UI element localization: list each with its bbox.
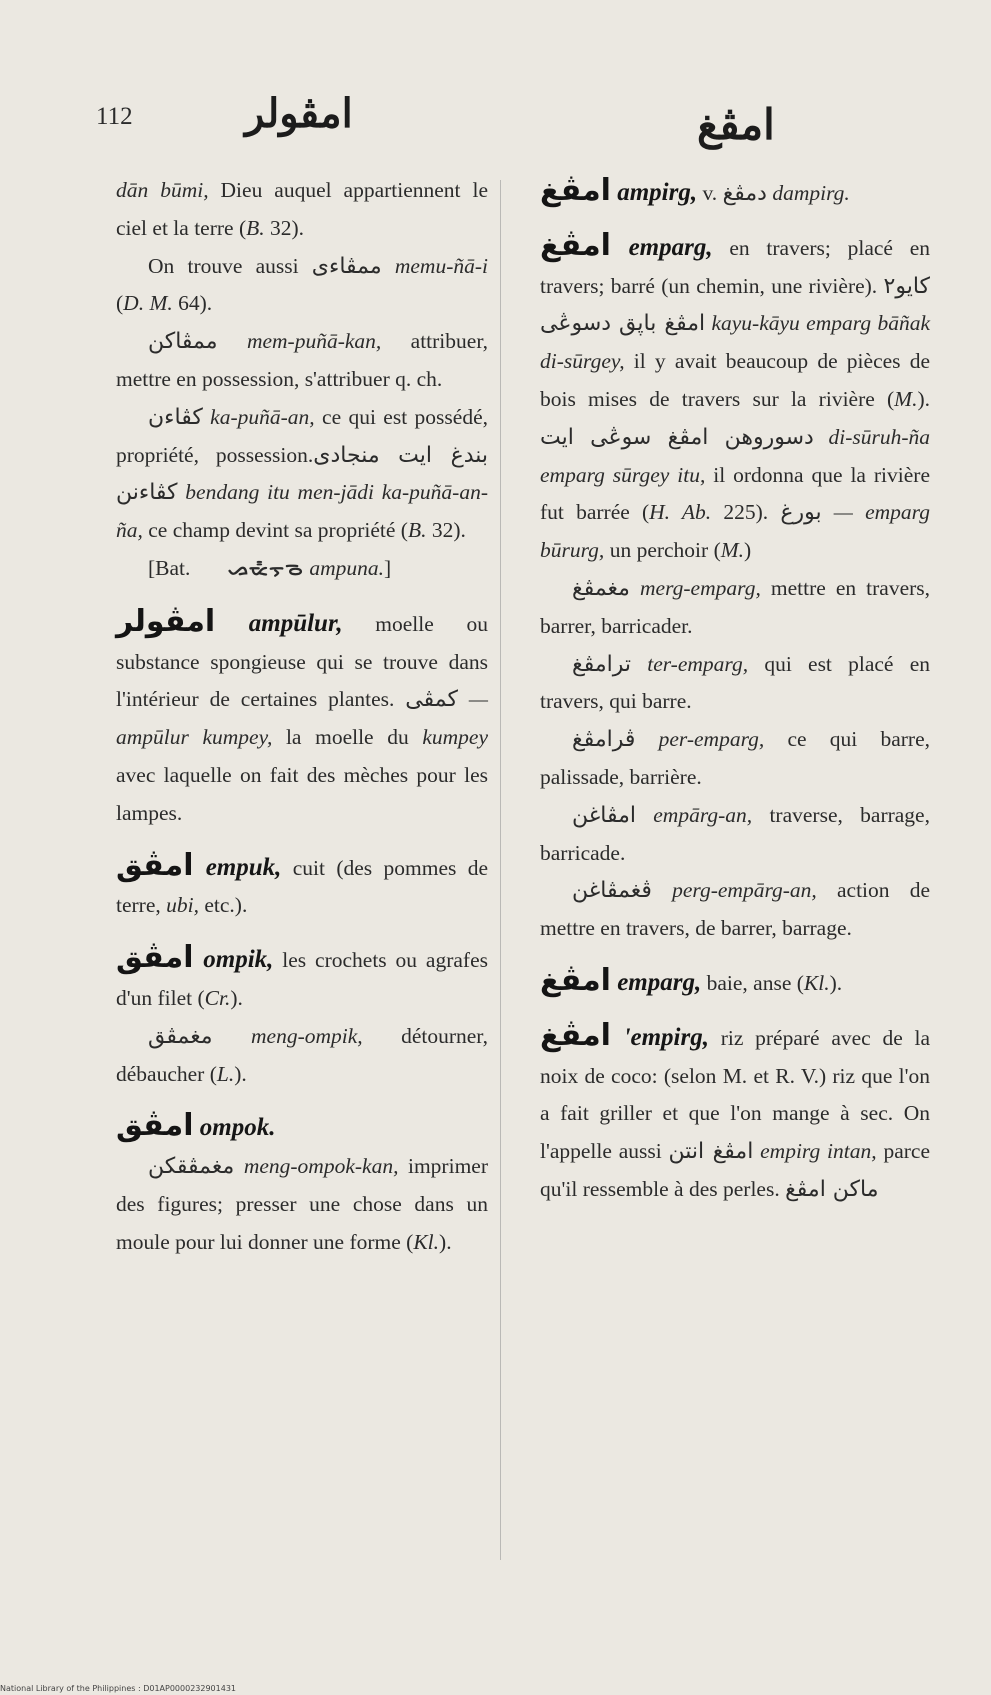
dictionary-entry: [540, 172, 930, 213]
definition-text: 32).: [426, 518, 466, 543]
jawi-word: مغمڤغ: [572, 575, 630, 601]
definition-text: un perchoir (: [604, 538, 721, 563]
definition-text: ce qui est possédé, propriété, possession.: [116, 404, 488, 467]
headword: emparg,: [610, 968, 702, 996]
romanized-text: ter-emparg,: [631, 651, 749, 676]
headword-jawi: امڤق: [116, 1108, 194, 1144]
definition-text: 32).: [264, 215, 305, 240]
page-number: 112: [96, 103, 133, 130]
definition-text: ).: [829, 970, 843, 995]
source-ref: Kl.: [803, 970, 830, 995]
etymology-note: [116, 550, 488, 589]
romanized-text: meng-ompik,: [212, 1023, 363, 1048]
entry-paragraph: [116, 1018, 488, 1094]
source-ref: H. Ab.: [649, 500, 712, 525]
entry-paragraph: [540, 797, 930, 873]
dictionary-entry: [540, 962, 930, 1003]
source-ref: D. M.: [123, 291, 173, 316]
entry-paragraph: [540, 872, 930, 948]
definition-text: attribuer, mettre en possession, s'attribuer q. ch.: [116, 329, 488, 391]
romanized-text: merg-emparg,: [629, 575, 761, 600]
definition-text: ).: [917, 386, 930, 411]
jawi-word: امڤاغن: [572, 802, 636, 828]
definition-text: en travers; placé en travers; barré (un chemin, une rivière).: [540, 235, 931, 298]
definition-text: ce qui barre, palissade, barrière.: [540, 727, 930, 789]
romanized-text: empārg-an,: [635, 802, 753, 827]
romanized-text: dān būmi,: [116, 178, 209, 202]
entry-paragraph: [116, 1148, 488, 1261]
source-ref: M.: [894, 386, 918, 411]
definition-text: v.: [697, 181, 723, 205]
definition-text: qui est placé en travers, qui barre.: [540, 651, 930, 714]
entry-continuation: [116, 172, 488, 248]
batak-script: ᯀᯔ᯦ᯇᯮᯉ: [227, 558, 304, 580]
definition-text: etc.).: [199, 893, 248, 918]
definition-text: ): [744, 538, 752, 563]
romanized-text: di-sūruh-ña emparg sūrgey itu,: [540, 424, 930, 487]
definition-text: Dieu auquel appartiennent le ciel et la terre (: [116, 178, 488, 240]
headword: ompok.: [193, 1114, 276, 1142]
dictionary-entry: [116, 847, 488, 926]
jawi-word: کڤاءن: [148, 404, 203, 430]
source-ref: Cr.: [204, 985, 231, 1010]
romanized-text: bendang itu men-jādi ka-puñā-an-ña,: [116, 480, 488, 543]
definition-text: traverse, barrage, barricade.: [540, 802, 930, 865]
column-divider: [500, 180, 501, 1560]
headword-jawi: امڤق: [116, 847, 194, 883]
romanized-text: empirg intan,: [753, 1139, 877, 1164]
definition-text: imprimer des figures; presser une chose dans un moule pour lui donner une forme (: [116, 1154, 488, 1254]
headword-jawi: امڤولر: [116, 603, 216, 639]
romanized-text: mem-puñā-kan,: [217, 329, 382, 354]
definition-text: mettre en travers, barrer, barricader.: [540, 575, 931, 638]
definition-text: détourner, débaucher (: [116, 1023, 488, 1086]
headword: ampūlur,: [215, 609, 343, 637]
definition-text: baie, anse (: [701, 970, 804, 995]
jawi-word: ڤرامڤغ: [572, 727, 636, 753]
right-column: [540, 172, 930, 1209]
definition-text: ]: [384, 555, 392, 580]
definition-text: riz préparé avec de la noix de coco: (selon M. et R. V.) riz que l'on a fait griller et que l'on mange à sec. On l'appelle aussi: [540, 1025, 930, 1164]
romanized-text: — emparg būrurg,: [540, 500, 930, 563]
source-ref: Kl.: [413, 1229, 440, 1254]
romanized-text: per-emparg,: [635, 727, 765, 752]
romanized-text: ampuna.: [303, 555, 384, 580]
dictionary-entry: [116, 1107, 488, 1148]
romanized-text: kumpey: [422, 725, 488, 750]
definition-text: action de mettre en travers, de barrer, barrage.: [540, 878, 930, 941]
definition-text: moelle ou substance spongieuse qui se trouve dans l'intérieur de certaines plantes.: [116, 611, 488, 712]
dictionary-entry: [116, 939, 488, 1018]
definition-text: parce qu'il ressemble à des perles.: [540, 1139, 930, 1201]
jawi-word: ترامڤغ: [572, 651, 631, 677]
definition-text: ).: [230, 985, 243, 1010]
romanized-text: meng-ompok-kan,: [234, 1154, 399, 1179]
headword-jawi: امڤغ: [540, 962, 611, 998]
source-ref: B.: [246, 215, 265, 240]
dictionary-entry: [540, 1017, 930, 1209]
scan-footer: National Library of the Philippines : D01AP0000232901431: [0, 1684, 237, 1693]
dictionary-entry: [116, 603, 488, 833]
headword-jawi: امڤغ: [540, 173, 611, 208]
entry-paragraph: [540, 721, 930, 797]
entry-paragraph: [540, 570, 930, 646]
jawi-phrase: کایو۲ امڤغ باڽق دسوڠی: [540, 273, 930, 337]
romanized-text: dampirg.: [766, 181, 850, 205]
headword: ompik,: [193, 946, 274, 974]
entry-paragraph: [116, 399, 488, 550]
jawi-phrase: بندغ ایت منجادی کڤاءنن: [116, 442, 489, 506]
entry-paragraph: [116, 323, 488, 399]
definition-text: les crochets ou agrafes d'un filet (: [116, 948, 488, 1010]
romanized-text: memu-ñā-i: [381, 253, 488, 278]
running-head-right: امڤغ: [697, 103, 775, 149]
headword-jawi: امڤق: [116, 940, 194, 976]
jawi-phrase: ماکن امڤغ: [785, 1176, 879, 1202]
jawi-phrase: امڤغ انتن: [668, 1139, 754, 1165]
jawi-word: ممڤاکن: [148, 329, 218, 355]
jawi-phrase: دسوروهن امڤغ سوڠی ایت: [540, 424, 814, 450]
definition-text: avec laquelle on fait des mèches pour les lampes.: [116, 762, 488, 825]
romanized-text: ubi,: [166, 893, 199, 918]
jawi-word: بورغ: [780, 500, 822, 526]
definition-text: 64).: [172, 291, 213, 316]
definition-text: la moelle du: [272, 725, 423, 750]
headword: emparg,: [610, 233, 713, 261]
running-head-left: امڤولر: [245, 91, 353, 136]
definition-text: [Bat.: [148, 555, 196, 580]
definition-text: (: [116, 291, 124, 316]
definition-text: ).: [234, 1061, 247, 1086]
definition-text: ce champ devint sa propriété (: [142, 518, 408, 543]
definition-text: ).: [439, 1229, 452, 1254]
jawi-word: مغمڤق: [148, 1023, 213, 1049]
entry-paragraph: [540, 646, 930, 722]
headword-jawi: امڤغ: [540, 1017, 611, 1053]
jawi-word: دمڤغ: [722, 181, 767, 206]
romanized-text: perg-empārg-an,: [651, 878, 817, 903]
definition-text: 225).: [711, 500, 781, 525]
headword: 'empirg,: [610, 1023, 709, 1051]
jawi-word: کمڤی: [405, 687, 458, 713]
definition-text: cuit (des pommes de terre,: [116, 855, 488, 918]
source-ref: L.: [216, 1061, 235, 1086]
headword: empuk,: [193, 853, 282, 881]
romanized-text: kayu-kāyu emparg bāñak di-sūrgey,: [540, 311, 930, 374]
jawi-word: ممڤاءی: [311, 253, 382, 279]
entry-paragraph: [116, 248, 488, 324]
romanized-text: — ampūlur kumpey,: [116, 687, 488, 750]
romanized-text: ka-puñā-an,: [202, 404, 315, 429]
source-ref: B.: [407, 518, 427, 543]
jawi-word: ڤغمڤاغن: [572, 878, 652, 904]
definition-text: On trouve aussi: [148, 253, 312, 278]
jawi-word: مغمڤقکن: [148, 1154, 235, 1180]
left-column: [116, 172, 488, 1262]
headword: ampirg,: [610, 179, 698, 206]
definition-text: il ordonna que la rivière fut barrée (: [540, 462, 930, 525]
definition-text: il y avait beaucoup de pièces de bois mises de travers sur la rivière (: [540, 349, 930, 411]
source-ref: M.: [720, 538, 745, 563]
headword-jawi: امڤغ: [540, 227, 611, 263]
dictionary-entry: [540, 227, 930, 570]
